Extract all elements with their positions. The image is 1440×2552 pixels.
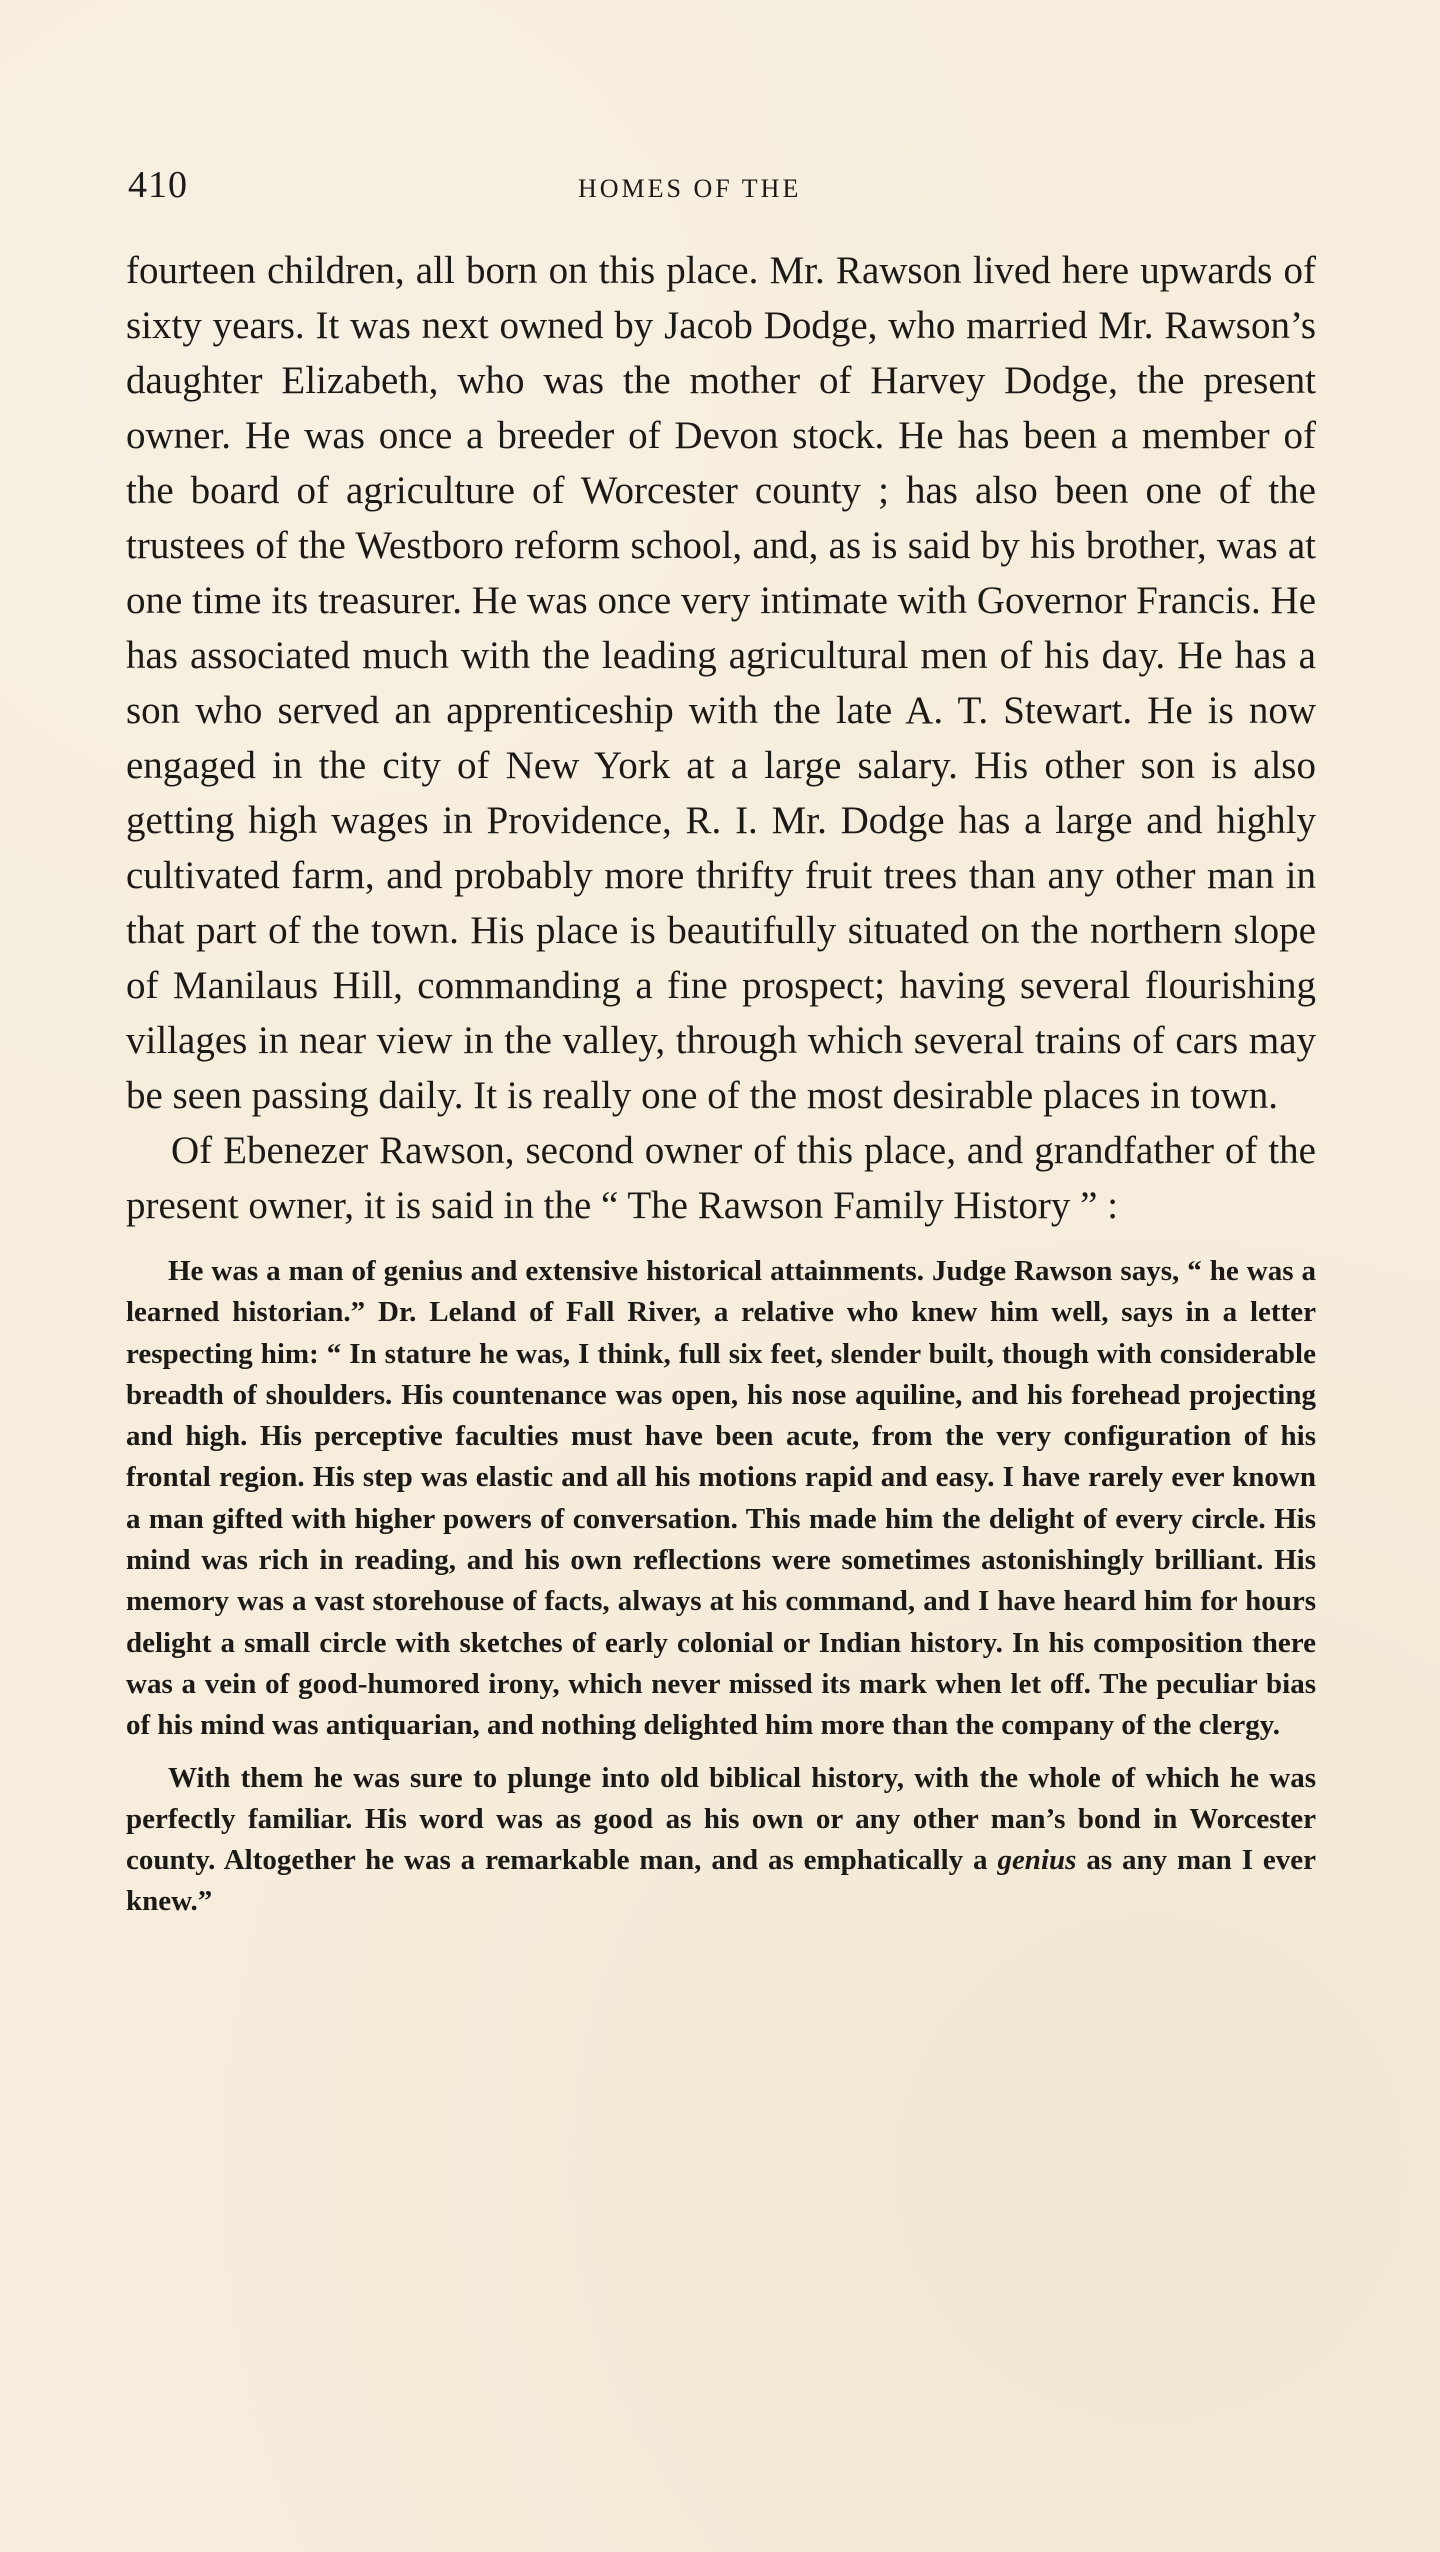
- main-text: [126, 243, 1316, 1233]
- quote-paragraph: [126, 1758, 1316, 1923]
- italic-word: genius: [997, 1844, 1077, 1877]
- block-quote: [126, 1251, 1316, 1923]
- page-content: [126, 243, 1316, 1923]
- running-head: HOMES OF THE: [578, 174, 802, 203]
- quote-paragraph: He was a man of genius and extensive historical attainments. Judge Rawson says, “ he was a learned historian.” Dr. Leland of Fall River, a relative who knew him well, says in a letter respecting him: “ In stature he was, I think, full six feet, slender built, though with considerable breadth of shoulders. His countenance was open, his nose aquiline, and his forehead projecting and high. His perceptive faculties must have been acute, from the very configuration of his frontal region. His step was elastic and all his motions rapid and easy. I have rarely ever known a man gifted with higher powers of conversation. This made him the delight of every circle. His mind was rich in reading, and his own reflections were sometimes astonishingly brilliant. His memory was a vast storehouse of facts, always at his command, and I have heard him for hours delight a small circle with sketches of early colonial or Indian history. In his composition there was a vein of good-humored irony, which never missed its mark when let off. The peculiar bias of his mind was antiquarian, and nothing delighted him more than the company of the clergy.: [126, 1255, 1316, 1742]
- body-paragraph: fourteen children, all born on this place. Mr. Rawson lived here upwards of sixty years. It was next owned by Jacob Dodge, who married Mr. Rawson’s daughter Elizabeth, who was the mother of Harvey Dodge, the present owner. He was once a breeder of Devon stock. He has been a member of the board of agriculture of Worcester county ; has also been one of the trustees of the Westboro reform school, and, as is said by his brother, was at one time its treasurer. He was once very intimate with Governor Francis. He has associated much with the leading agricultural men of his day. He has a son who served an apprenticeship with the late A. T. Stewart. He is now engaged in the city of New York at a large salary. His other son is also getting high wages in Providence, R. I. Mr. Dodge has a large and highly cultivated farm, and probably more thrifty fruit trees than any other man in that part of the town. His place is beautifully situated on the northern slope of Manilaus Hill, commanding a fine prospect; having several flourishing villages in near view in the valley, through which several trains of cars may be seen passing daily. It is really one of the most desirable places in town.: [126, 249, 1316, 1117]
- quote-text-start: With them he was sure to plunge into old biblical history, with the whole of which he was perfectly familiar. His word was as good as his own or any other man’s bond in Worcester county. Altogether he was a remarkable man, and as emphatically a: [126, 1761, 1316, 1877]
- page-number: 410: [128, 164, 188, 206]
- page-header: [128, 166, 1298, 208]
- body-paragraph: Of Ebenezer Rawson, second owner of this place, and grandfather of the present owner, it is said in the “ The Rawson Family History ” :: [126, 1129, 1316, 1227]
- quote-text-end: as any man I ever knew.”: [126, 1844, 1316, 1918]
